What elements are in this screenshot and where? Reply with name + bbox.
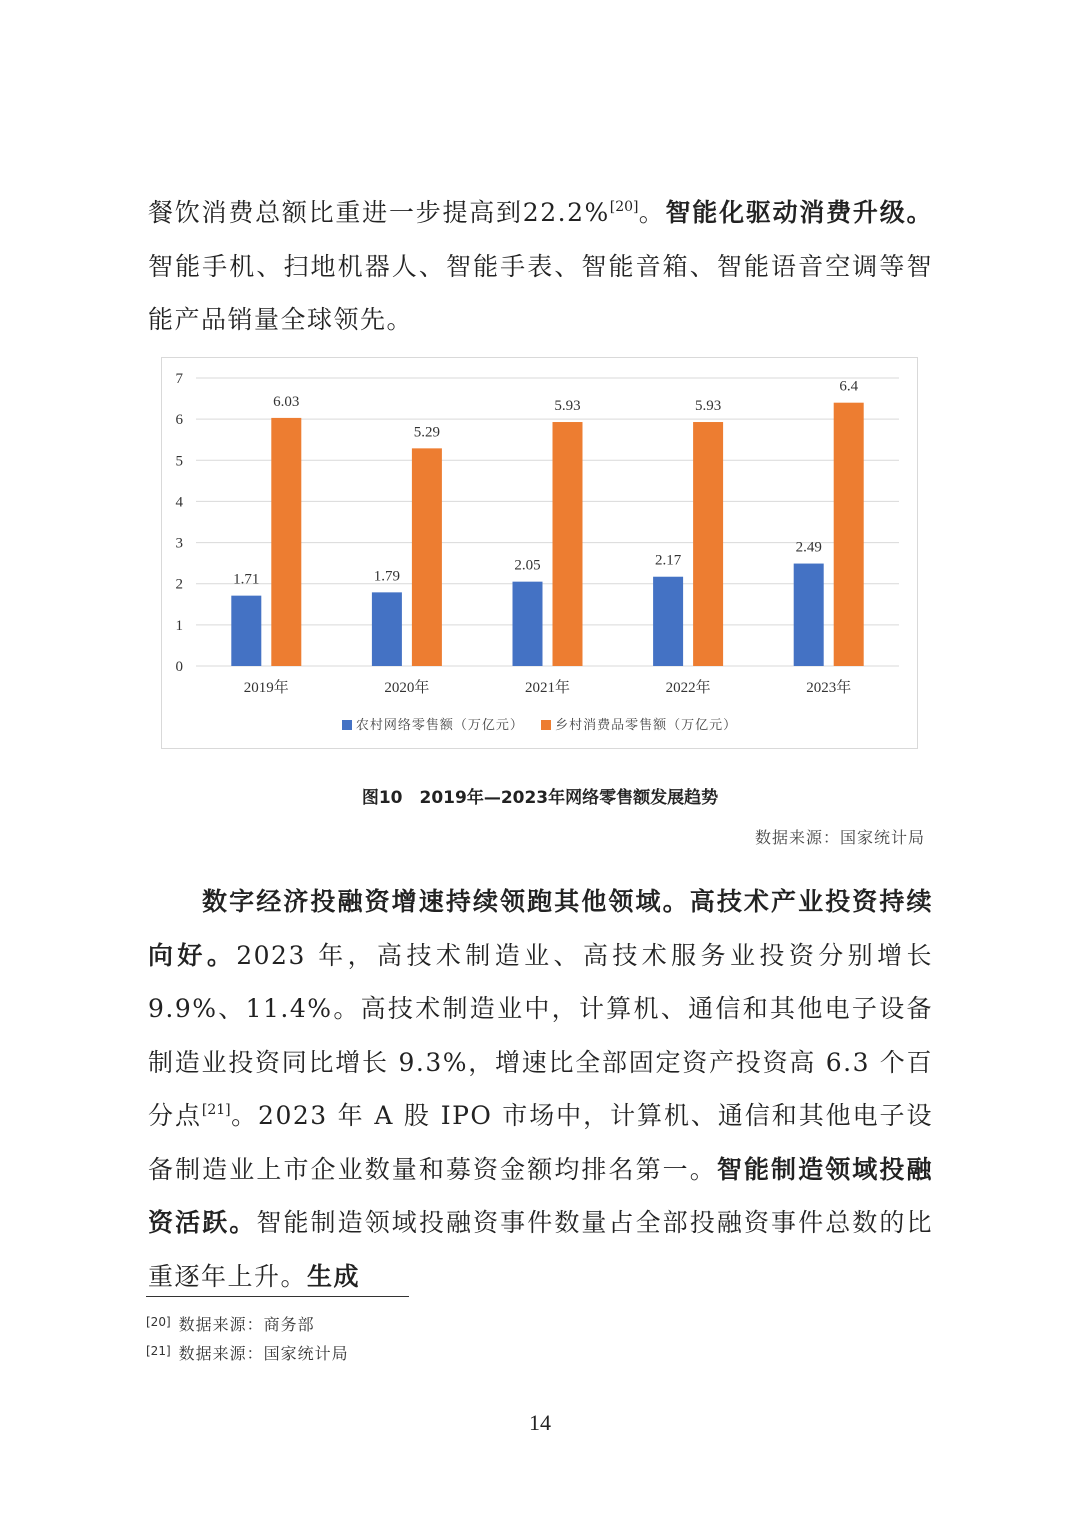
bar [834, 403, 864, 666]
data-label: 5.29 [413, 424, 441, 441]
bar [794, 564, 824, 666]
footnote-20 [146, 1309, 349, 1338]
para2-bold-heading-1: 数字经济投融资增速持续领跑其他领域。高技术产业投资持续向好。 [148, 887, 933, 970]
para2-bold-heading-3: 生成 [307, 1261, 361, 1291]
para1-text-2: 。 [638, 198, 666, 227]
data-label: 5.93 [554, 398, 581, 415]
footnote-mark: [21] [146, 1344, 171, 1358]
para2-text-3: 智能制造领域投融资事件数量占全部投融资事件总数的比重逐年上升。 [148, 1208, 933, 1291]
data-label: 2.17 [654, 552, 682, 569]
bar [513, 582, 543, 666]
bar [372, 592, 402, 666]
bar [271, 418, 301, 666]
footnote-21 [146, 1338, 349, 1367]
para1-bold-heading: 智能化驱动消费升级。 [665, 198, 933, 227]
legend-item-rural-consumer [541, 714, 737, 733]
bar [412, 448, 442, 666]
y-tick-label: 2 [175, 576, 183, 593]
legend-swatch-orange [541, 720, 551, 730]
data-label: 2.49 [795, 539, 822, 556]
y-tick-label: 4 [175, 494, 183, 511]
y-tick-label: 0 [175, 659, 183, 675]
footnotes [146, 1309, 349, 1367]
x-tick-label: 2023年 [806, 680, 852, 696]
y-tick-label: 5 [175, 453, 183, 470]
data-label: 6.4 [839, 378, 859, 395]
para2-text-2: 。2023 年 A 股 IPO 市场中，计算机、通信和其他电子设备制造业上市企业数量和募资金额均排名第一。 [148, 1101, 933, 1184]
para1-text-3: 智能手机、扫地机器人、智能手表、智能音箱、智能语音空调等智能产品销量全球领先。 [148, 251, 933, 334]
data-label: 1.71 [233, 571, 260, 588]
y-tick-label: 3 [175, 535, 183, 552]
bar [693, 422, 723, 666]
legend-item-rural-online [342, 714, 524, 733]
paragraph-2 [148, 875, 933, 1303]
bar [553, 422, 583, 666]
bar [231, 596, 261, 666]
figure-caption: 图10 2019年—2023年网络零售额发展趋势 [361, 788, 719, 808]
footnote-text: 数据来源：国家统计局 [178, 1344, 349, 1363]
para1-text-1: 餐饮消费总额比重进一步提高到22.2% [148, 198, 610, 227]
legend-label-rural-consumer: 乡村消费品零售额（万亿元） [555, 718, 738, 733]
footnote-text: 数据来源：商务部 [178, 1315, 315, 1334]
y-tick-label: 7 [175, 371, 183, 387]
footnote-ref-21[interactable]: [21] [201, 1102, 231, 1118]
data-label: 2.05 [514, 557, 541, 574]
data-source: 数据来源：国家统计局 [754, 828, 925, 847]
data-label: 1.79 [373, 568, 401, 585]
x-tick-label: 2021年 [524, 680, 571, 696]
legend-label-rural-online: 农村网络零售额（万亿元） [355, 718, 524, 733]
footnote-divider [146, 1296, 409, 1297]
para2-bold-heading-2: 智能制造领域投融资活跃。 [148, 1154, 933, 1237]
footnote-mark: [20] [146, 1315, 171, 1329]
data-label: 5.93 [694, 398, 722, 415]
x-tick-label: 2022年 [665, 680, 711, 696]
bar [653, 577, 683, 666]
data-label: 6.03 [273, 393, 300, 410]
x-tick-label: 2019年 [243, 680, 289, 696]
para2-text-1: 2023 年，高技术制造业、高技术服务业投资分别增长 9.9%、11.4%。高技术制造业中，计算机、通信和其他电子设备制造业投资同比增长 9.3%，增速比全部固定资产投资高 6.3 个百分点 [148, 940, 933, 1130]
bar-chart [161, 357, 918, 749]
y-tick-label: 6 [175, 412, 183, 429]
footnote-ref-20[interactable]: [20] [609, 199, 639, 215]
legend-swatch-blue [342, 720, 352, 730]
chart-canvas [162, 358, 919, 750]
paragraph-1 [148, 186, 933, 347]
x-tick-label: 2020年 [384, 680, 430, 696]
y-tick-label: 1 [175, 617, 183, 634]
page-number: 14 [529, 1410, 551, 1435]
chart-legend [162, 714, 917, 733]
